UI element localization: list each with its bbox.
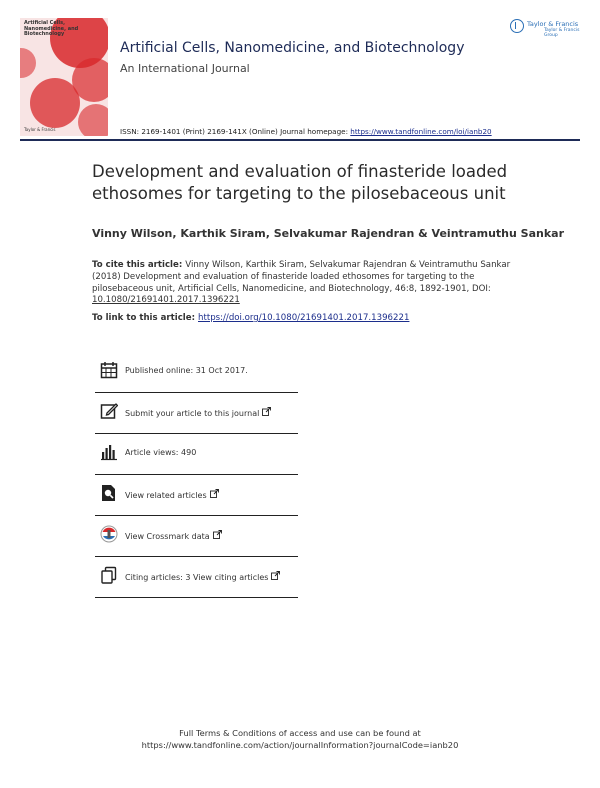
related-articles-row[interactable]	[95, 475, 298, 516]
crossmark-row[interactable]	[95, 516, 298, 557]
article-views-text: Article views: 490	[125, 448, 197, 457]
citing-articles-row[interactable]	[95, 557, 298, 598]
submit-article-link[interactable]	[125, 407, 271, 418]
journal-cover-image	[20, 18, 108, 136]
external-link-icon	[262, 407, 271, 416]
issn-text: ISSN: 2169-1401 (Print) 2169-141X (Online) Journal homepage:	[120, 127, 351, 136]
published-online-text: Published online: 31 Oct 2017.	[125, 366, 248, 375]
cite-doi-link[interactable]: 10.1080/21691401.2017.1396221	[92, 295, 240, 306]
copy-icon	[100, 566, 118, 584]
external-link-icon	[271, 571, 280, 580]
search-document-icon	[100, 484, 118, 502]
footer	[0, 727, 600, 751]
logo-mark-icon	[510, 19, 524, 33]
crossmark-icon	[100, 525, 118, 543]
taylor-francis-logo	[510, 17, 590, 39]
citation-block	[92, 260, 512, 307]
external-link-icon	[213, 530, 222, 539]
submit-article-text: Submit your article to this journal	[125, 409, 260, 418]
journal-homepage-link[interactable]: https://www.tandfonline.com/loi/ianb20	[350, 127, 492, 136]
cover-publisher: Taylor & Francis	[24, 127, 56, 132]
footer-terms-link[interactable]: https://www.tandfonline.com/action/journalInformation?journalCode=ianb20	[141, 740, 459, 750]
article-info-list	[95, 352, 298, 598]
citing-articles-link[interactable]	[125, 571, 280, 582]
cite-text: Vinny Wilson, Karthik Siram, Selvakumar Rajendran & Veintramuthu Sankar (2018) Development and evaluation of finasteride loaded ethosomes for targeting to the pilosebaceous unit, Artificial Cells, Nanomedicine, and Biotechnology, 46:8, 1892-1901, DOI:	[92, 260, 511, 294]
article-doi-link[interactable]: https://doi.org/10.1080/21691401.2017.1396221	[198, 313, 410, 323]
article-views-row	[95, 434, 298, 475]
article-link-line	[92, 313, 409, 323]
edit-icon	[100, 402, 118, 420]
crossmark-link[interactable]	[125, 530, 222, 541]
logo-group: Taylor & Francis Group	[544, 28, 580, 38]
journal-title: Artificial Cells, Nanomedicine, and Biotechnology	[120, 40, 465, 56]
issn-line	[120, 127, 492, 136]
cite-label: To cite this article:	[92, 260, 186, 270]
related-articles-text: View related articles	[125, 491, 207, 500]
external-link-icon	[210, 489, 219, 498]
cover-title: Artificial Cells, Nanomedicine, and Biotechnology	[24, 20, 79, 38]
article-authors: Vinny Wilson, Karthik Siram, Selvakumar Rajendran & Veintramuthu Sankar	[92, 227, 565, 240]
published-online-row	[95, 352, 298, 393]
citing-articles-text: Citing articles: 3 View citing articles	[125, 573, 269, 582]
logo-name: Taylor & Francis	[527, 20, 579, 28]
article-title: Development and evaluation of finasteride loaded ethosomes for targeting to the pilosebaceous unit	[92, 162, 508, 203]
related-articles-link[interactable]	[125, 489, 219, 500]
footer-terms-text: Full Terms & Conditions of access and use can be found at	[179, 728, 421, 738]
bar-chart-icon	[100, 443, 118, 461]
calendar-icon	[100, 361, 118, 379]
journal-subtitle: An International Journal	[120, 62, 250, 75]
crossmark-text: View Crossmark data	[125, 532, 210, 541]
link-label: To link to this article:	[92, 313, 199, 323]
header-divider	[20, 139, 580, 141]
submit-article-row[interactable]	[95, 393, 298, 434]
